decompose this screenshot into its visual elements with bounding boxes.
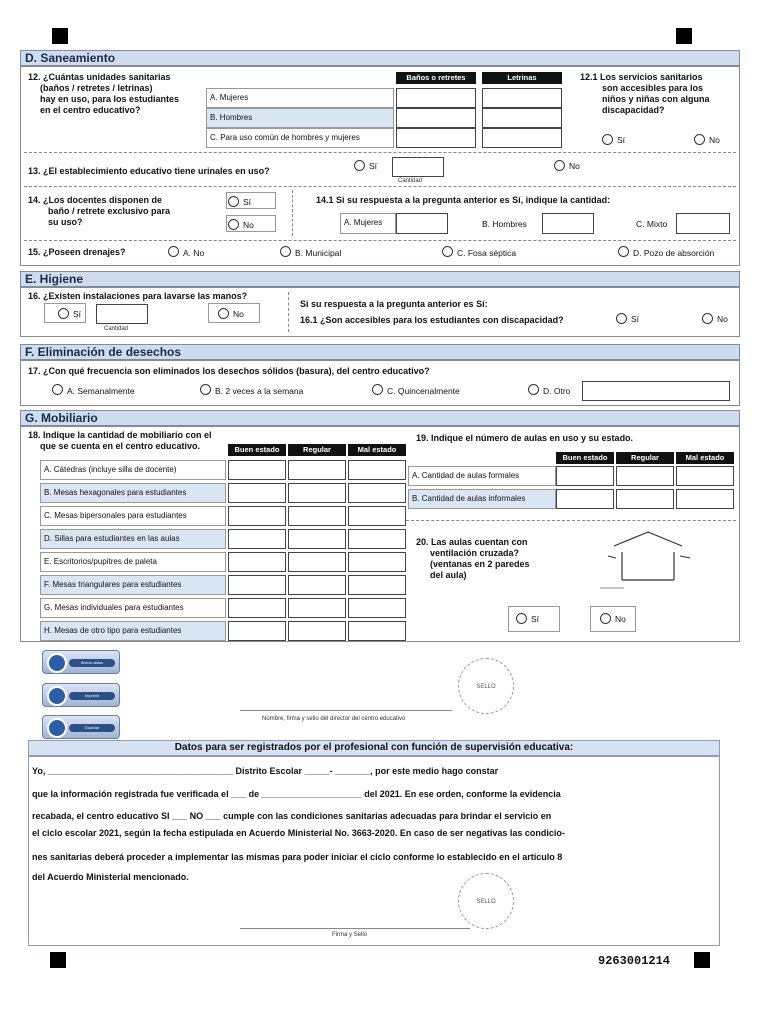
q12-input-mujeres-letrinas[interactable] (482, 88, 562, 108)
printer-icon (47, 686, 67, 706)
q12-input-comun-banos[interactable] (396, 128, 476, 148)
q12-1-label: niños y niñas con alguna (602, 94, 710, 104)
section-e-header: E. Higiene (20, 271, 740, 287)
q18-row: D. Sillas para estudiantes en las aulas (40, 529, 226, 549)
q19-row: A. Cantidad de aulas formales (408, 466, 556, 486)
q20-no-label: No (615, 614, 626, 624)
supervision-text: nes sanitarias deberá proceder a implementar las mismas para poder iniciar el ciclo conforme lo establecido en el artículo 8 (32, 852, 563, 862)
q19-cell[interactable] (556, 466, 614, 486)
q15-c-radio[interactable] (442, 246, 453, 257)
q17-c-radio[interactable] (372, 384, 383, 395)
q16-si-radio[interactable] (58, 308, 69, 319)
supervision-text: Yo, _____________________________________ Distrito Escolar _____- _______, por este medio hago constar (32, 766, 499, 776)
q19-col-mal: Mal estado (676, 452, 734, 464)
q18-cell[interactable] (288, 552, 346, 572)
q17-a-label: A. Semanalmente (67, 386, 135, 396)
q12-input-mujeres-banos[interactable] (396, 88, 476, 108)
q16-label: 16. ¿Existen instalaciones para lavarse las manos? (28, 291, 248, 301)
q18-cell[interactable] (228, 575, 286, 595)
q17-d-label: D. Otro (543, 386, 571, 396)
q12-input-hombres-letrinas[interactable] (482, 108, 562, 128)
q17-d-radio[interactable] (528, 384, 539, 395)
supervision-header: Datos para ser registrados por el profesional con función de supervisión educativa: (28, 740, 720, 756)
q12-col-banos: Baños o retretes (396, 72, 476, 84)
registration-mark (50, 952, 66, 968)
q13-label: 13. ¿El establecimiento educativo tiene urinales en uso? (28, 166, 270, 176)
q18-cell[interactable] (228, 506, 286, 526)
divider (288, 292, 289, 332)
clear-data-button[interactable] (42, 650, 120, 674)
stamp-circle: SELLO (458, 658, 514, 714)
section-g-header: G. Mobiliario (20, 410, 740, 426)
q16-1-si-label: Sí (631, 314, 640, 324)
q18-cell[interactable] (228, 483, 286, 503)
q18-row: F. Mesas triangulares para estudiantes (40, 575, 226, 595)
q18-cell[interactable] (348, 552, 406, 572)
q20-si-label: Sí (531, 614, 540, 624)
q17-label: 17. ¿Con qué frecuencia son eliminados los desechos sólidos (basura), del centro educativo? (28, 366, 430, 376)
divider (292, 190, 293, 236)
q17-b-radio[interactable] (200, 384, 211, 395)
q14-si-field (226, 192, 276, 209)
q15-c-label: C. Fosa séptica (457, 248, 517, 258)
q13-si-label: Sí (369, 161, 378, 171)
signature-caption: Nombre, firma y sello del director del centro educativo (262, 716, 406, 722)
q14-si-label: Sí (243, 197, 252, 207)
q15-label: 15. ¿Poseen drenajes? (28, 247, 126, 257)
q14-1-label: 14.1 Si su respuesta a la pregunta anterior es Sí, indique la cantidad: (316, 195, 611, 205)
q16-1-no-label: No (717, 314, 728, 324)
q20-no-radio[interactable] (600, 613, 611, 624)
q19-col-regular: Regular (616, 452, 674, 464)
q19-cell[interactable] (616, 466, 674, 486)
q12-input-hombres-banos[interactable] (396, 108, 476, 128)
q18-cell[interactable] (288, 506, 346, 526)
q19-row: B. Cantidad de aulas informales (408, 489, 556, 509)
q18-cell[interactable] (348, 483, 406, 503)
q18-row: G. Mesas individuales para estudiantes (40, 598, 226, 618)
q19-cell[interactable] (556, 489, 614, 509)
q12-1-no-label: No (709, 135, 720, 145)
q20-no-field (590, 606, 636, 632)
q13-cantidad-caption: Cantidad (398, 178, 423, 184)
q18-col-buen: Buen estado (228, 444, 286, 456)
q15-b-radio[interactable] (280, 246, 291, 257)
q18-cell[interactable] (288, 529, 346, 549)
q18-cell[interactable] (348, 529, 406, 549)
q13-cantidad-input[interactable] (392, 157, 444, 177)
q17-b-label: B. 2 veces a la semana (215, 386, 304, 396)
q12-label: en el centro educativo? (40, 105, 141, 115)
q20-si-radio[interactable] (516, 613, 527, 624)
supervision-text: del Acuerdo Ministerial mencionado. (32, 872, 189, 882)
q18-cell[interactable] (228, 460, 286, 480)
print-label: Imprimir (69, 692, 115, 700)
q18-cell[interactable] (228, 529, 286, 549)
q18-cell[interactable] (348, 460, 406, 480)
save-label: Guardar (69, 724, 115, 732)
q15-a-radio[interactable] (168, 246, 179, 257)
q19-col-buen: Buen estado (556, 452, 614, 464)
q16-cantidad-input[interactable] (96, 304, 148, 324)
q18-cell[interactable] (228, 552, 286, 572)
supervision-stamp-circle: SELLO (458, 873, 514, 929)
q14-1-mujeres-input[interactable] (396, 213, 448, 234)
q20-label: 20. Las aulas cuentan con (416, 537, 528, 547)
q17-c-label: C. Quincenalmente (387, 386, 460, 396)
supervision-signature-line (240, 928, 470, 929)
print-button[interactable] (42, 683, 120, 707)
divider (24, 186, 736, 187)
q18-row: C. Mesas bipersonales para estudiantes (40, 506, 226, 526)
signature-line (240, 710, 452, 711)
q16-no-label: No (233, 309, 244, 319)
q12-1-no-radio[interactable] (694, 134, 705, 145)
q15-d-label: D. Pozo de absorción (633, 248, 715, 258)
q18-row: E. Escritorios/pupitres de paleta (40, 552, 226, 572)
divider (406, 520, 736, 521)
q19-cell[interactable] (676, 489, 734, 509)
q14-1-mujeres-label: A. Mujeres (340, 213, 396, 234)
q18-col-mal: Mal estado (348, 444, 406, 456)
q12-row-hombres: B. Hombres (206, 108, 394, 128)
q18-col-regular: Regular (288, 444, 346, 456)
registration-mark (52, 28, 68, 44)
q20-label: del aula) (430, 570, 467, 580)
q14-label: baño / retrete exclusivo para (48, 206, 171, 216)
q16-no-radio[interactable] (218, 308, 229, 319)
q18-cell[interactable] (288, 483, 346, 503)
clear-data-label: Borrar datos (69, 659, 115, 667)
supervision-text: el ciclo escolar 2021, según la fecha estipulada en Acuerdo Ministerial No. 3663-2020. En caso de ser negativas las condicio- (32, 828, 565, 838)
q14-1-hombres-input[interactable] (542, 213, 594, 234)
registration-mark (694, 952, 710, 968)
q14-1-hombres-label: B. Hombres (482, 219, 527, 229)
q12-label: (baños / retretes / letrinas) (40, 83, 153, 93)
supervision-text: recabada, el centro educativo SI ___ NO ___ cumple con las condiciones sanitarias adecuadas para brindar el servicio en (32, 811, 552, 821)
q19-cell[interactable] (676, 466, 734, 486)
q14-no-label: No (243, 220, 254, 230)
q18-label: que se cuenta en el centro educativo. (40, 441, 201, 451)
q14-label: su uso? (48, 217, 83, 227)
q12-label: hay en uso, para los estudiantes (40, 94, 180, 104)
q18-cell[interactable] (348, 621, 406, 641)
q17-otro-input[interactable] (582, 381, 730, 401)
supervision-frame (28, 756, 720, 946)
q16-condition: Si su respuesta a la pregunta anterior es Sí: (300, 299, 488, 309)
refresh-icon (47, 653, 67, 673)
q12-1-si-label: Sí (617, 135, 626, 145)
q12-1-label: 12.1 Los servicios sanitarios (580, 72, 703, 82)
q18-cell[interactable] (228, 621, 286, 641)
q13-no-label: No (569, 161, 580, 171)
q18-cell[interactable] (348, 506, 406, 526)
q12-1-si-radio[interactable] (602, 134, 613, 145)
q18-row: B. Mesas hexagonales para estudiantes (40, 483, 226, 503)
q18-label: 18. Indique la cantidad de mobiliario con el (28, 430, 212, 440)
q18-row: H. Mesas de otro tipo para estudiantes (40, 621, 226, 641)
section-f-header: F. Eliminación de desechos (20, 344, 740, 360)
q15-b-label: B. Municipal (295, 248, 342, 258)
divider (24, 240, 736, 241)
q18-cell[interactable] (228, 598, 286, 618)
q12-1-label: son accesibles para los (602, 83, 704, 93)
q16-cantidad-caption: Cantidad (104, 326, 129, 332)
q12-input-comun-letrinas[interactable] (482, 128, 562, 148)
disk-icon (47, 718, 67, 738)
q12-col-letrinas: Letrinas (482, 72, 562, 84)
section-d-header: D. Saneamiento (20, 50, 740, 66)
save-button[interactable] (42, 715, 120, 739)
q12-row-mujeres: A. Mujeres (206, 88, 394, 108)
registration-mark (676, 28, 692, 44)
divider (24, 152, 736, 153)
q18-row: A. Cátedras (incluye silla de docente) (40, 460, 226, 480)
q17-a-radio[interactable] (52, 384, 63, 395)
q12-1-label: discapacidad? (602, 105, 665, 115)
supervision-text: que la información registrada fue verificada el ___ de ____________________ del 2021. En ese orden, conforme la evidencia (32, 789, 561, 799)
q13-no-radio[interactable] (554, 160, 565, 171)
q14-no-field (226, 215, 276, 232)
q14-label: 14. ¿Los docentes disponen de (28, 195, 163, 205)
q18-cell[interactable] (288, 575, 346, 595)
q18-cell[interactable] (288, 460, 346, 480)
q15-a-label: A. No (183, 248, 205, 258)
q18-cell[interactable] (348, 575, 406, 595)
q13-si-radio[interactable] (354, 160, 365, 171)
q18-cell[interactable] (288, 621, 346, 641)
q14-1-mixto-input[interactable] (676, 213, 730, 234)
q20-label: ventilación cruzada? (430, 548, 520, 558)
q15-d-radio[interactable] (618, 246, 629, 257)
q12-label: 12. ¿Cuántas unidades sanitarias (28, 72, 171, 82)
supervision-signature-caption: Firma y Sello (332, 932, 368, 938)
q14-1-mixto-label: C. Mixto (636, 219, 668, 229)
q18-cell[interactable] (348, 598, 406, 618)
q20-label: (ventanas en 2 paredes (430, 559, 530, 569)
ventilation-illustration (600, 528, 696, 592)
q12-row-comun: C. Para uso común de hombres y mujeres (206, 128, 394, 148)
q18-cell[interactable] (288, 598, 346, 618)
q16-1-label: 16.1 ¿Son accesibles para los estudiantes con discapacidad? (300, 315, 564, 325)
q16-1-si-radio[interactable] (616, 313, 627, 324)
q16-1-no-radio[interactable] (702, 313, 713, 324)
q16-si-label: Sí (73, 309, 82, 319)
q19-label: 19. Indique el número de aulas en uso y su estado. (416, 433, 634, 443)
q19-cell[interactable] (616, 489, 674, 509)
form-code: 9263001214 (598, 954, 671, 968)
